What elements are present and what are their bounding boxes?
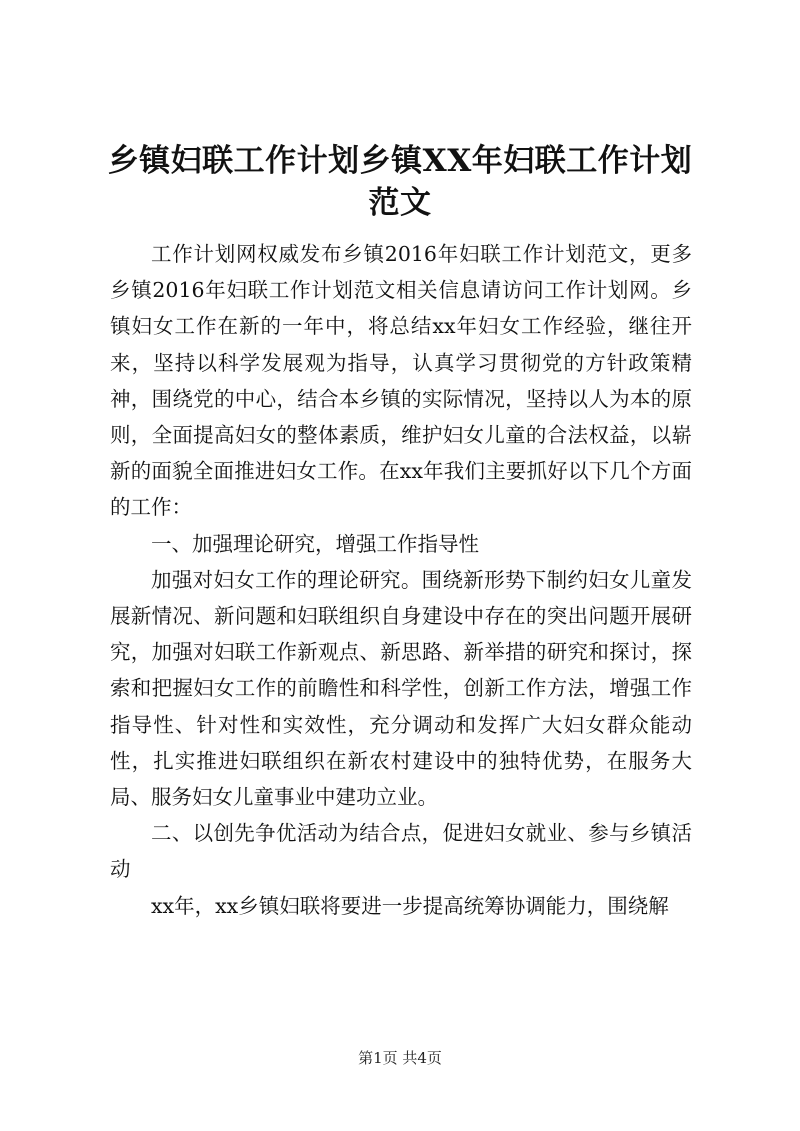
- intro-paragraph: 工作计划网权威发布乡镇2016年妇联工作计划范文，更多乡镇2016年妇联工作计划范文相关信息请访问工作计划网。乡镇妇女工作在新的一年中，将总结xx年妇女工作经验，继往开来，坚持以科学发展观为指导，认真学习贯彻党的方针政策精神，围绕党的中心，结合本乡镇的实际情况，坚持以人为本的原则，全面提高妇女的整体素质，维护妇女儿童的合法权益，以崭新的面貌全面推进妇女工作。在xx年我们主要抓好以下几个方面的工作：: [110, 242, 692, 520]
- section-heading-2: 二、以创先争优活动为结合点，促进妇女就业、参与乡镇活动: [110, 821, 692, 882]
- section-2-paragraph: xx年，xx乡镇妇联将要进一步提高统筹协调能力，围绕解: [151, 893, 669, 918]
- document-title: 乡镇妇联工作计划乡镇XX年妇联工作计划范文: [107, 143, 693, 221]
- section-1-paragraph: 加强对妇女工作的理论研究。围绕新形势下制约妇女儿童发展新情况、新问题和妇联组织自身建设中存在的突出问题开展研究，加强对妇联工作新观点、新思路、新举措的研究和探讨，探索和把握妇女工作的前瞻性和科学性，创新工作方法，增强工作指导性、针对性和实效性，充分调动和发挥广大妇女群众能动性，扎实推进妇联组织在新农村建设中的独特优势，在服务大局、服务妇女儿童事业中建功立业。: [110, 567, 692, 810]
- page-number-footer: 第1页 共4页: [358, 1049, 442, 1067]
- document-body: [110, 236, 692, 924]
- section-heading-1: 一、加强理论研究，增强工作指导性: [151, 531, 479, 556]
